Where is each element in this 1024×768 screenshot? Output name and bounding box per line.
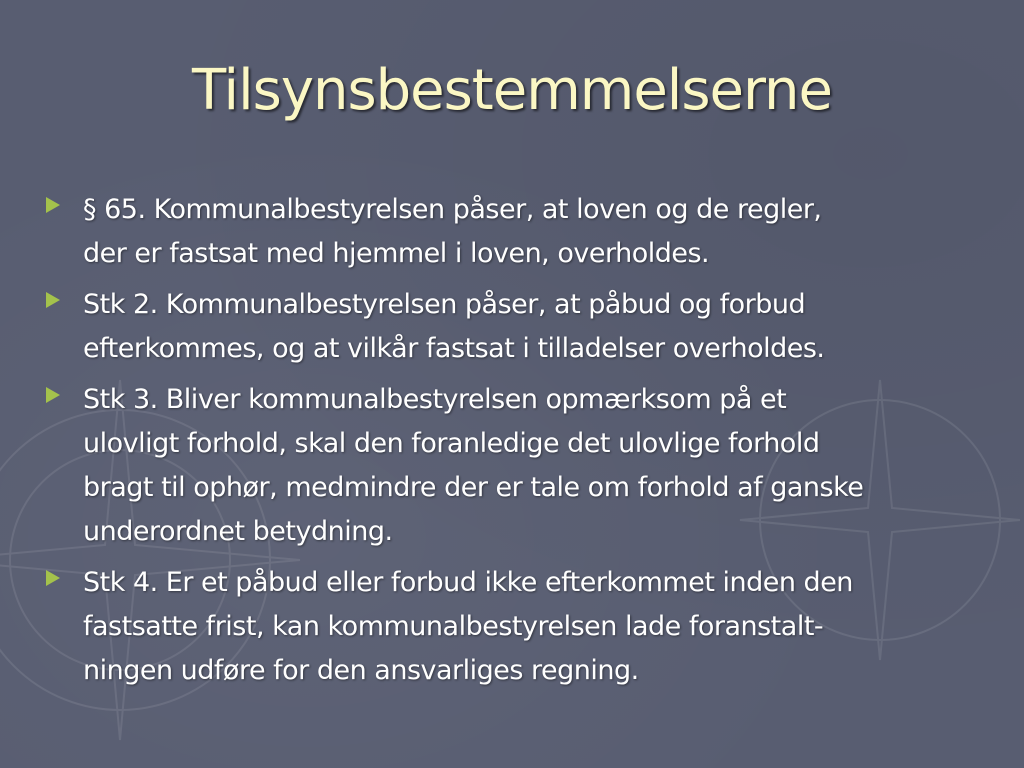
triangle-right-icon — [46, 197, 60, 213]
triangle-right-icon — [46, 570, 60, 586]
list-item — [46, 188, 996, 276]
list-item — [46, 561, 996, 693]
triangle-right-icon — [46, 292, 60, 308]
list-item — [46, 378, 996, 554]
bullet-text: Stk 3. Bliver kommunalbestyrelsen opmærksom på et ulovligt forhold, skal den foranledige det ulovlige forhold bragt til ophør, medmindre der er tale om forhold af ganske underordnet betydning. — [83, 384, 864, 547]
list-item — [46, 283, 996, 371]
slide-title: Tilsynsbestemmelserne — [192, 58, 832, 123]
bullet-list — [46, 188, 996, 700]
bullet-text: Stk 4. Er et påbud eller forbud ikke efterkommet inden den fastsatte frist, kan kommunalbestyrelsen lade foranstalt- ningen udføre for den ansvarliges regning. — [83, 567, 853, 686]
bullet-text: § 65. Kommunalbestyrelsen påser, at loven og de regler, der er fastsat med hjemmel i loven, overholdes. — [83, 194, 822, 269]
bullet-text: Stk 2. Kommunalbestyrelsen påser, at påbud og forbud efterkommes, og at vilkår fastsat i tilladelser overholdes. — [83, 289, 825, 364]
triangle-right-icon — [46, 387, 60, 403]
